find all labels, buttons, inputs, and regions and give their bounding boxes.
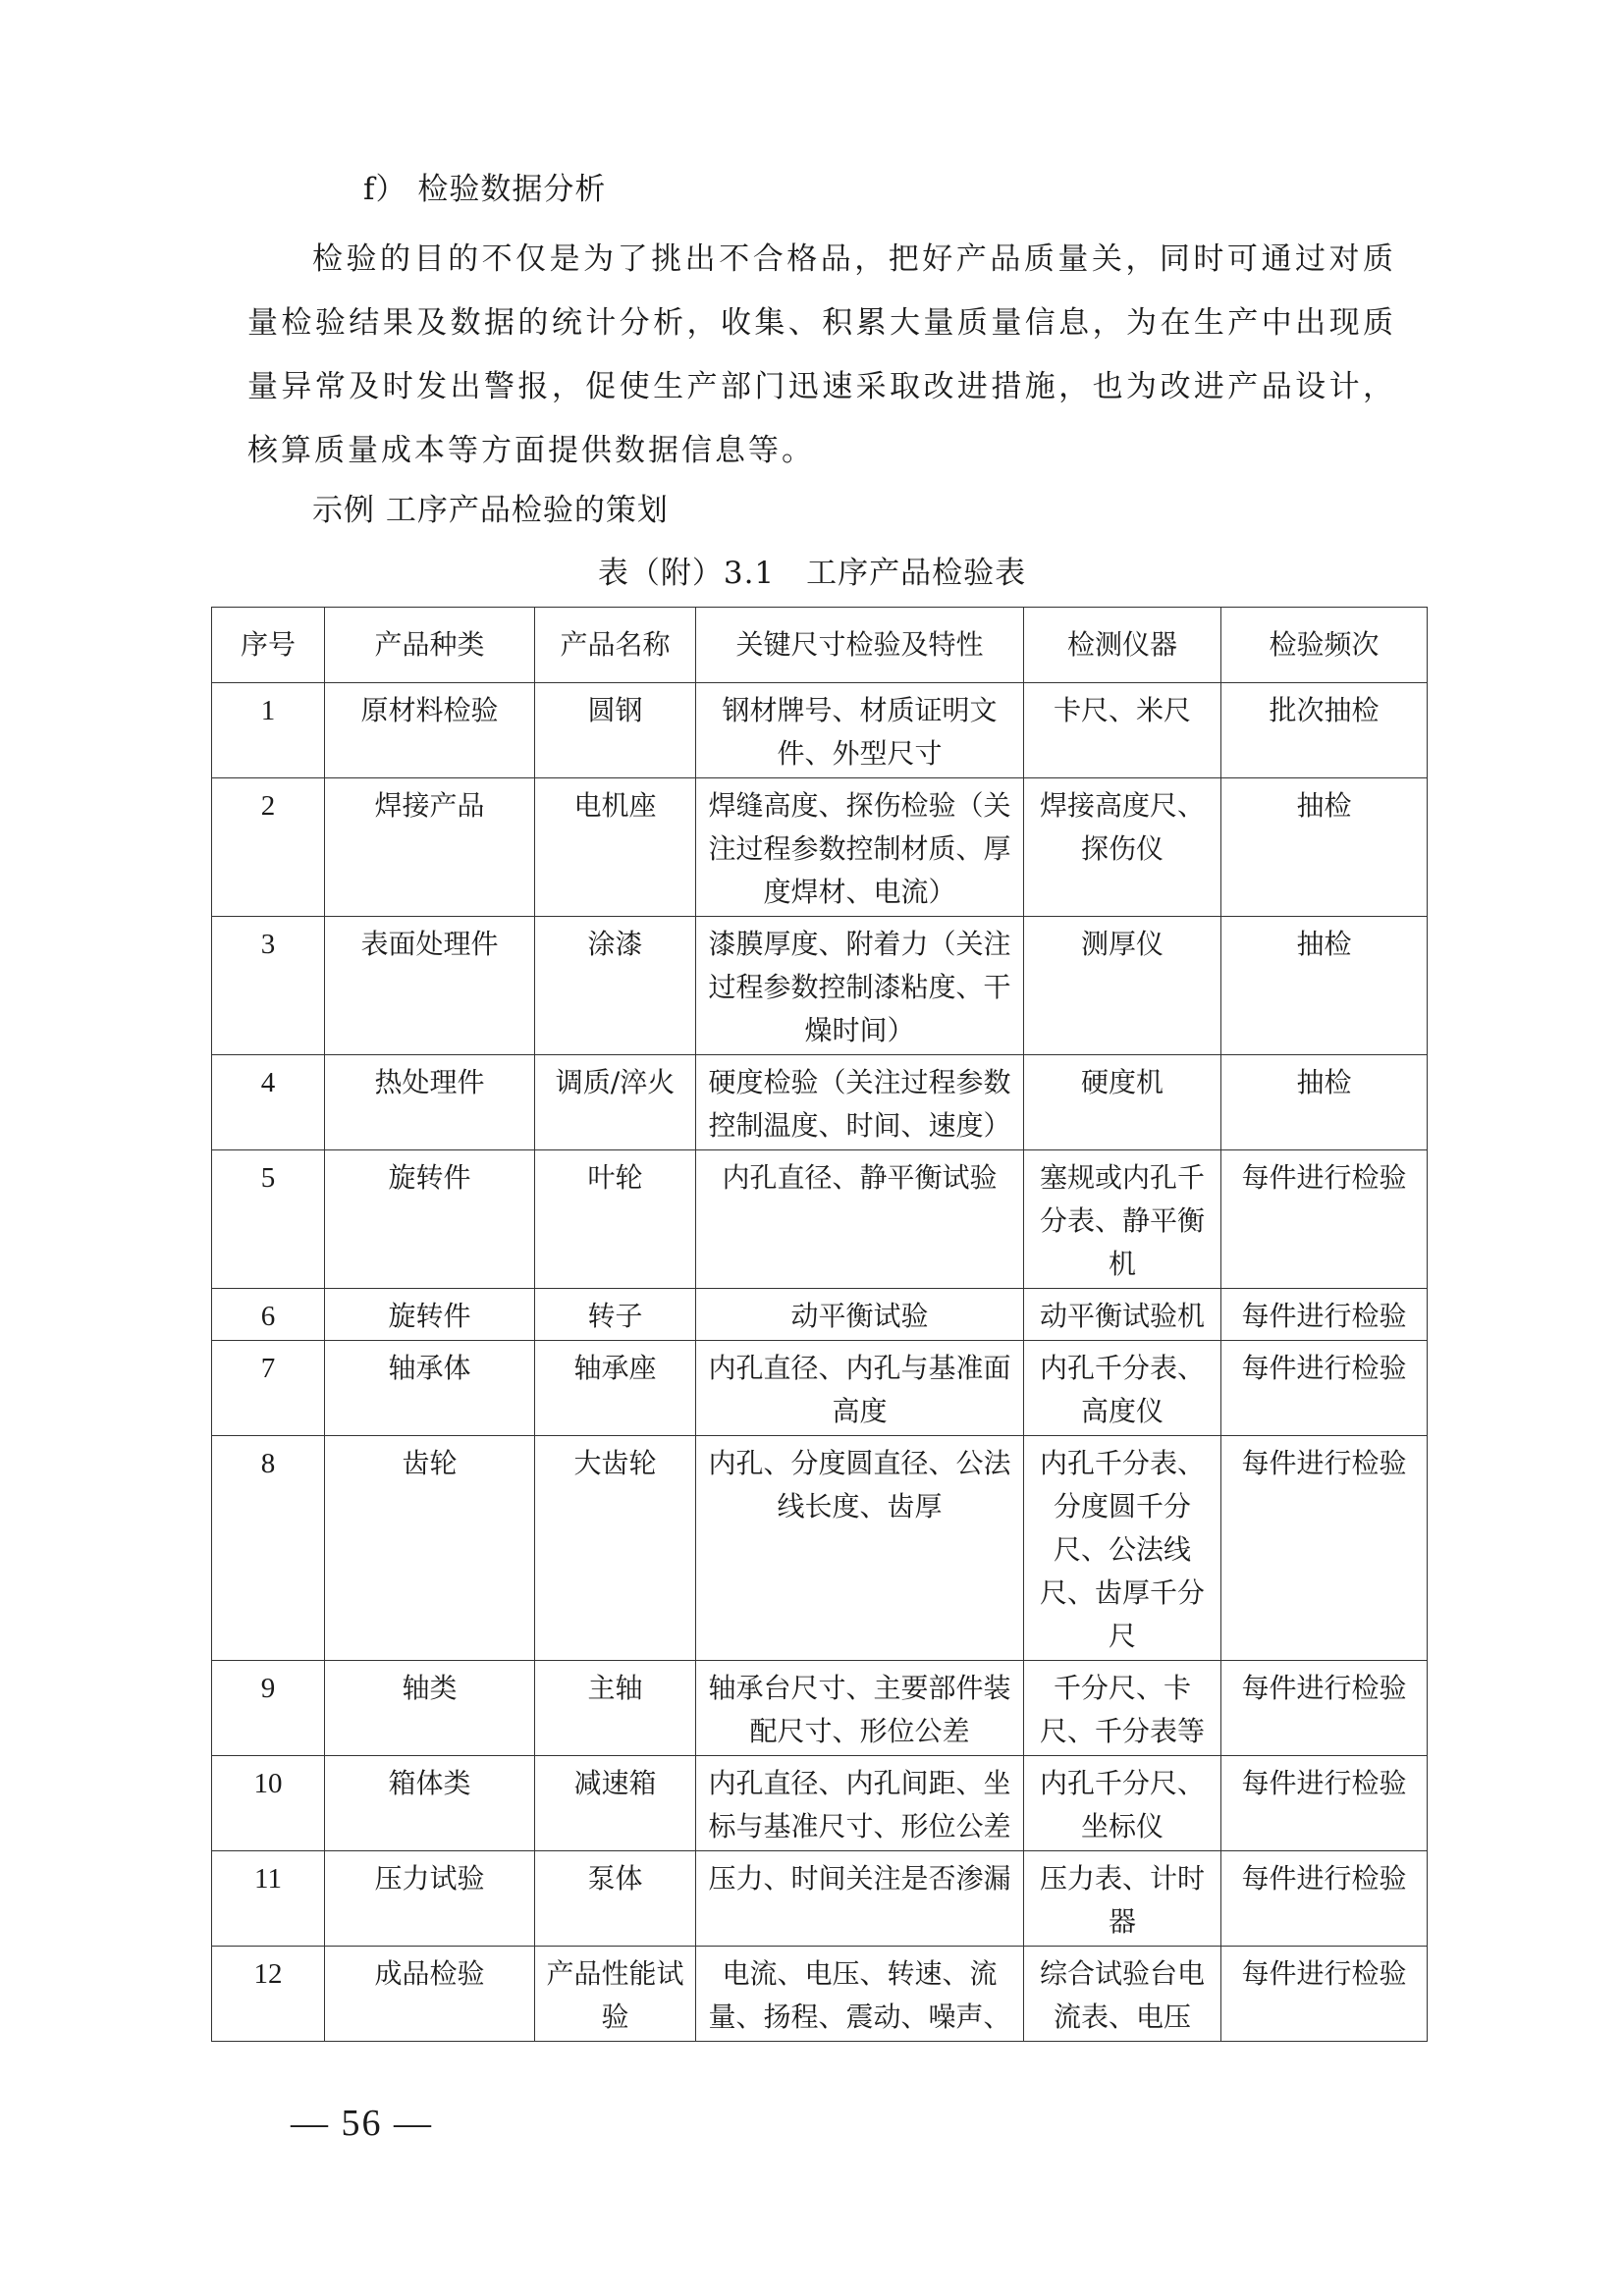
header-cell-key-inspection: 关键尺寸检验及特性	[696, 608, 1024, 683]
cell-key-inspection: 电流、电压、转速、流量、扬程、震动、噪声、	[696, 1947, 1024, 2042]
cell-frequency: 每件进行检验	[1221, 1289, 1428, 1341]
cell-category: 旋转件	[325, 1150, 535, 1289]
cell-key-inspection: 焊缝高度、探伤检验（关注过程参数控制材质、厚度焊材、电流）	[696, 778, 1024, 917]
cell-frequency: 抽检	[1221, 917, 1428, 1055]
table-caption: 表（附）3.1 工序产品检验表	[597, 556, 1027, 591]
cell-category: 旋转件	[325, 1289, 535, 1341]
cell-index: 1	[212, 683, 325, 778]
cell-product-name: 大齿轮	[535, 1436, 696, 1661]
cell-index: 3	[212, 917, 325, 1055]
cell-product-name: 电机座	[535, 778, 696, 917]
cell-product-name: 调质/淬火	[535, 1055, 696, 1150]
table-row	[212, 778, 1428, 917]
table-row	[212, 683, 1428, 778]
cell-frequency: 抽检	[1221, 1055, 1428, 1150]
cell-frequency: 每件进行检验	[1221, 1661, 1428, 1756]
cell-index: 12	[212, 1947, 325, 2042]
table-row	[212, 1436, 1428, 1661]
cell-frequency: 每件进行检验	[1221, 1851, 1428, 1947]
cell-instrument: 塞规或内孔千分表、静平衡机	[1024, 1150, 1221, 1289]
table-row	[212, 1661, 1428, 1756]
cell-category: 原材料检验	[325, 683, 535, 778]
cell-index: 5	[212, 1150, 325, 1289]
cell-instrument: 动平衡试验机	[1024, 1289, 1221, 1341]
table-body	[212, 683, 1428, 2042]
cell-index: 10	[212, 1756, 325, 1851]
inspection-table	[211, 607, 1428, 2042]
cell-instrument: 压力表、计时器	[1024, 1851, 1221, 1947]
cell-key-inspection: 漆膜厚度、附着力（关注过程参数控制漆粘度、干燥时间）	[696, 917, 1024, 1055]
cell-key-inspection: 内孔、分度圆直径、公法线长度、齿厚	[696, 1436, 1024, 1661]
cell-category: 热处理件	[325, 1055, 535, 1150]
cell-product-name: 圆钢	[535, 683, 696, 778]
cell-product-name: 转子	[535, 1289, 696, 1341]
cell-product-name: 减速箱	[535, 1756, 696, 1851]
cell-frequency: 每件进行检验	[1221, 1436, 1428, 1661]
cell-index: 7	[212, 1341, 325, 1436]
header-cell-frequency: 检验频次	[1221, 608, 1428, 683]
table-row	[212, 1150, 1428, 1289]
cell-frequency: 抽检	[1221, 778, 1428, 917]
cell-key-inspection: 硬度检验（关注过程参数控制温度、时间、速度）	[696, 1055, 1024, 1150]
cell-category: 焊接产品	[325, 778, 535, 917]
cell-key-inspection: 内孔直径、静平衡试验	[696, 1150, 1024, 1289]
cell-key-inspection: 轴承台尺寸、主要部件装配尺寸、形位公差	[696, 1661, 1024, 1756]
example-title: 示例 工序产品检验的策划	[312, 493, 669, 528]
cell-product-name: 泵体	[535, 1851, 696, 1947]
cell-category: 成品检验	[325, 1947, 535, 2042]
cell-instrument: 内孔千分表、分度圆千分尺、公法线尺、齿厚千分尺	[1024, 1436, 1221, 1661]
table-row	[212, 917, 1428, 1055]
cell-category: 箱体类	[325, 1756, 535, 1851]
cell-frequency: 批次抽检	[1221, 683, 1428, 778]
cell-index: 2	[212, 778, 325, 917]
cell-instrument: 内孔千分表、高度仪	[1024, 1341, 1221, 1436]
cell-frequency: 每件进行检验	[1221, 1150, 1428, 1289]
cell-product-name: 轴承座	[535, 1341, 696, 1436]
table-row	[212, 1756, 1428, 1851]
cell-instrument: 综合试验台电流表、电压	[1024, 1947, 1221, 2042]
cell-key-inspection: 内孔直径、内孔间距、坐标与基准尺寸、形位公差	[696, 1756, 1024, 1851]
page-number: — 56 —	[291, 2103, 433, 2144]
cell-key-inspection: 动平衡试验	[696, 1289, 1024, 1341]
cell-frequency: 每件进行检验	[1221, 1756, 1428, 1851]
cell-frequency: 每件进行检验	[1221, 1947, 1428, 2042]
table-row	[212, 1947, 1428, 2042]
cell-index: 9	[212, 1661, 325, 1756]
table-row	[212, 1055, 1428, 1150]
cell-category: 齿轮	[325, 1436, 535, 1661]
table-row	[212, 1851, 1428, 1947]
cell-frequency: 每件进行检验	[1221, 1341, 1428, 1436]
body-paragraph: 检验的目的不仅是为了挑出不合格品，把好产品质量关，同时可通过对质量检验结果及数据的统计分析，收集、积累大量质量信息，为在生产中出现质量异常及时发出警报，促使生产部门迅速采取改进措施，也为改进产品设计，核算质量成本等方面提供数据信息等。	[247, 241, 1396, 468]
cell-index: 4	[212, 1055, 325, 1150]
cell-index: 8	[212, 1436, 325, 1661]
cell-index: 11	[212, 1851, 325, 1947]
cell-product-name: 涂漆	[535, 917, 696, 1055]
cell-key-inspection: 压力、时间关注是否渗漏	[696, 1851, 1024, 1947]
cell-category: 表面处理件	[325, 917, 535, 1055]
cell-category: 轴类	[325, 1661, 535, 1756]
cell-category: 压力试验	[325, 1851, 535, 1947]
header-cell-index: 序号	[212, 608, 325, 683]
table-row	[212, 1341, 1428, 1436]
table-row	[212, 1289, 1428, 1341]
table-header-row	[212, 608, 1428, 683]
header-cell-product-name: 产品名称	[535, 608, 696, 683]
cell-instrument: 硬度机	[1024, 1055, 1221, 1150]
cell-instrument: 千分尺、卡尺、千分表等	[1024, 1661, 1221, 1756]
cell-product-name: 叶轮	[535, 1150, 696, 1289]
cell-product-name: 产品性能试验	[535, 1947, 696, 2042]
section-heading: f） 检验数据分析	[363, 172, 607, 207]
cell-product-name: 主轴	[535, 1661, 696, 1756]
cell-key-inspection: 钢材牌号、材质证明文件、外型尺寸	[696, 683, 1024, 778]
header-cell-category: 产品种类	[325, 608, 535, 683]
cell-instrument: 焊接高度尺、探伤仪	[1024, 778, 1221, 917]
cell-instrument: 测厚仪	[1024, 917, 1221, 1055]
cell-instrument: 内孔千分尺、坐标仪	[1024, 1756, 1221, 1851]
header-cell-instrument: 检测仪器	[1024, 608, 1221, 683]
cell-index: 6	[212, 1289, 325, 1341]
cell-category: 轴承体	[325, 1341, 535, 1436]
cell-key-inspection: 内孔直径、内孔与基准面高度	[696, 1341, 1024, 1436]
cell-instrument: 卡尺、米尺	[1024, 683, 1221, 778]
